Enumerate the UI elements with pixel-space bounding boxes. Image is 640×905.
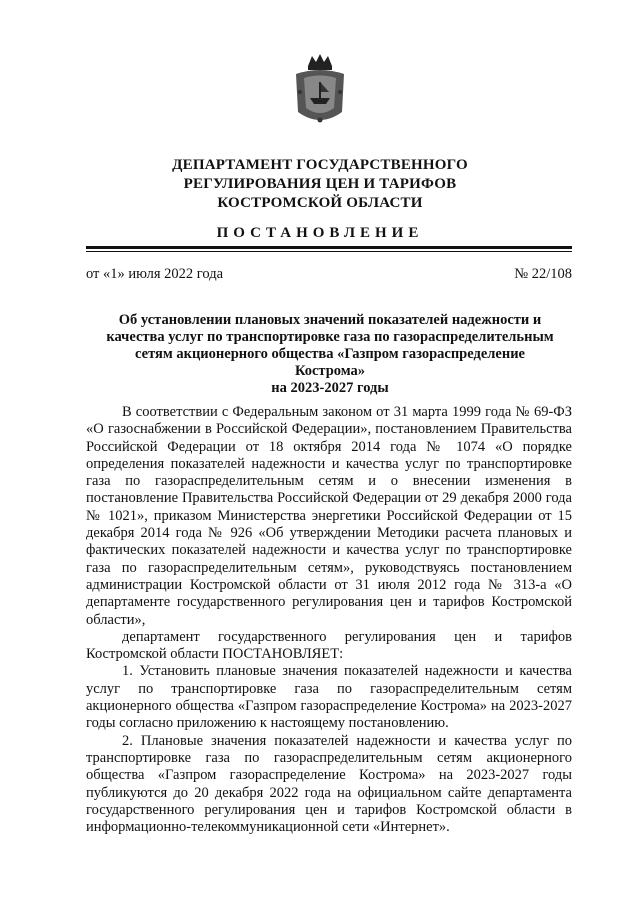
department-line-2: РЕГУЛИРОВАНИЯ ЦЕН И ТАРИФОВ: [183, 176, 457, 192]
document-date: от «1» июля 2022 года: [86, 266, 224, 282]
subject-line-1: Об установлении плановых значений показателей надежности и: [118, 312, 542, 328]
body-paragraph-resolves: департамент государственного регулирования цен и тарифов Костромской области ПОСТАНОВЛЯЕТ:: [86, 628, 572, 663]
document-subject: [100, 312, 560, 397]
header-divider-thin: [86, 251, 572, 252]
department-title: [80, 156, 560, 213]
department-line-3: КОСТРОМСКОЙ ОБЛАСТИ: [217, 195, 423, 211]
document-body: [86, 404, 572, 836]
coat-of-arms-emblem-icon: [290, 52, 350, 130]
subject-line-4: на 2023-2027 годы: [271, 380, 389, 396]
document-type-heading: ПОСТАНОВЛЕНИЕ: [216, 225, 424, 241]
document-number: № 22/108: [514, 266, 572, 282]
body-paragraph-item-2: 2. Плановые значения показателей надежности и качества услуг по транспортировке газа по газораспределительным сетям акционерного общества «Газпром газораспределение Кострома» на 2023-2027 годы публикуются до 20 декабря 2022 года на официальном сайте департамента государственного регулирования цен и тарифов Костромской области в информационно-телекоммуникационной сети «Интернет».: [86, 732, 572, 836]
subject-line-2: качества услуг по транспортировке газа по газораспределительным: [106, 329, 554, 345]
department-line-1: ДЕПАРТАМЕНТ ГОСУДАРСТВЕННОГО: [172, 157, 468, 173]
header-divider-thick: [86, 246, 572, 249]
body-paragraph-preamble: В соответствии с Федеральным законом от 31 марта 1999 года № 69-ФЗ «О газоснабжении в Российской Федерации», постановлением Правительства Российской Федерации от 18 октября 2014 года № 1074 «О порядке определения показателей надежности и качества услуг по транспортировке газа по газораспределительным сетям и о внесении изменения в постановление Правительства Российской Федерации от 29 декабря 2000 года № 1021», приказом Министерства энергетики Российской Федерации от 15 декабря 2014 года № 926 «Об утверждении Методики расчета плановых и фактических показателей надежности и качества услуг по транспортировке газа по газораспределительным сетям», руководствуясь постановлением администрации Костромской области от 31 июля 2012 года № 313-а «О департаменте государственного регулирования цен и тарифов Костромской области»,: [86, 404, 572, 628]
subject-line-3: сетям акционерного общества «Газпром газораспределение Кострома»: [135, 346, 525, 379]
body-paragraph-item-1: 1. Установить плановые значения показателей надежности и качества услуг по транспортировке газа по газораспределительным сетям акционерного общества «Газпром газораспределение Кострома» на 2023-2027 годы согласно приложению к настоящему постановлению.: [86, 663, 572, 732]
